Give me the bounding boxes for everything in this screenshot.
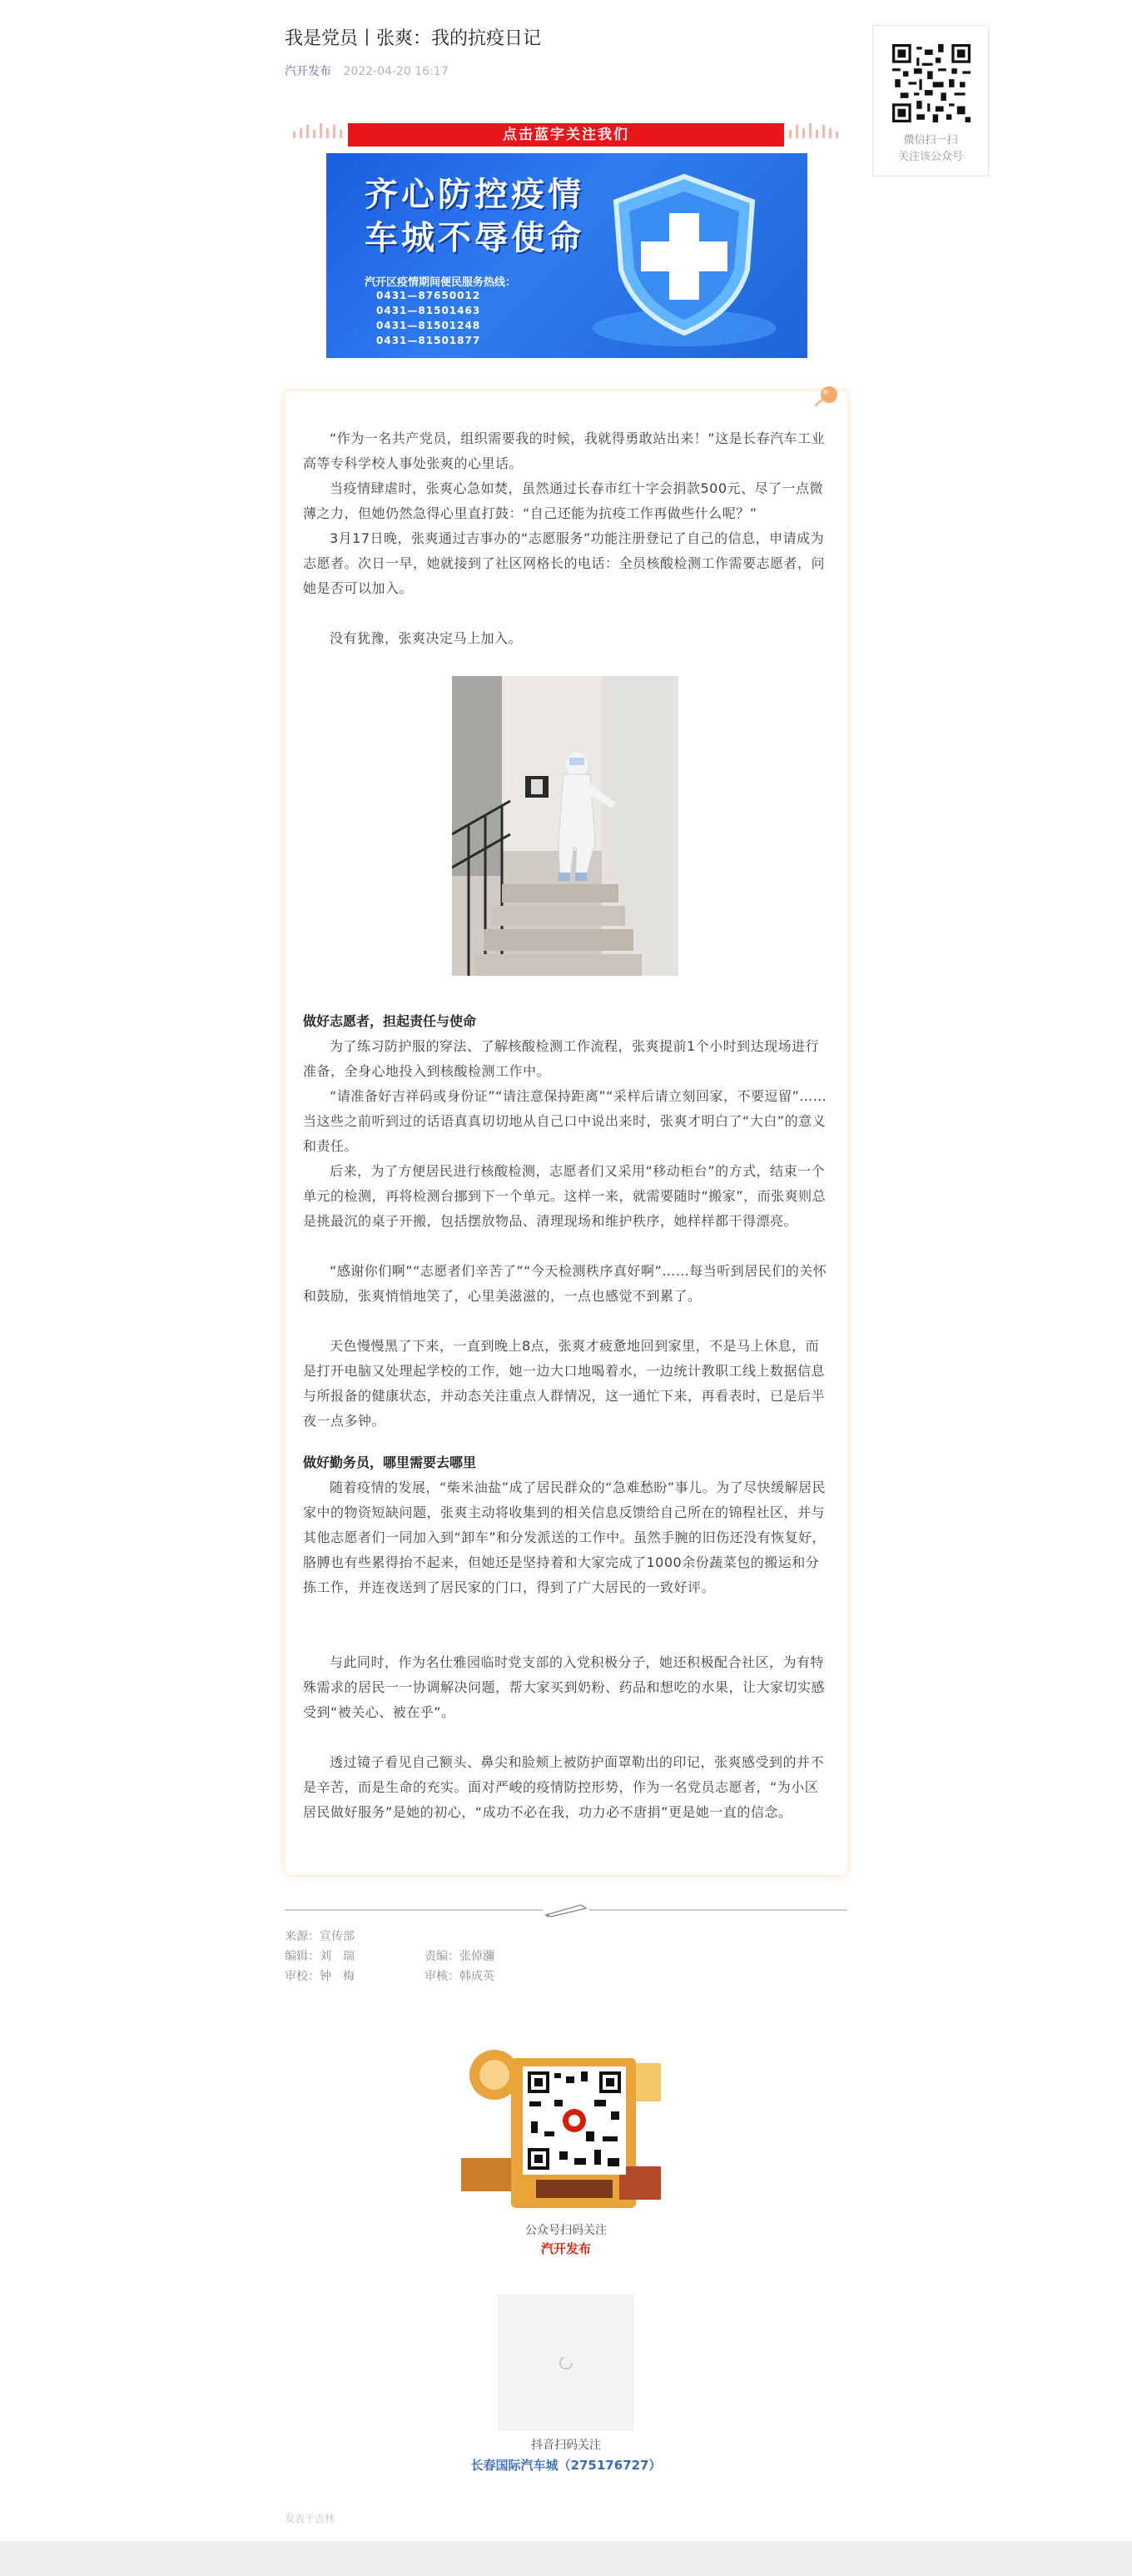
banner-hotline: 0431—87650012 [376, 290, 481, 301]
publish-location: 发表于吉林 [285, 2513, 335, 2524]
article-paragraph: 没有犹豫，张爽决定马上加入。 [330, 630, 523, 646]
decorative-dots-left-icon [285, 122, 355, 143]
credit-proofreader: 审校：钟 梅 [285, 1970, 355, 1983]
publish-date: 2022-04-20 16:17 [343, 65, 449, 78]
article-paragraph: 后来，为了方便居民进行核酸检测，志愿者们又采用“移动柜台”的方式，结束一个单元的检测，再将检测台挪到下一个单元。这样一来，就需要随时“搬家”，而张爽则总是挑最沉的桌子开搬，包括摆放物品、清理现场和维护秩序，她样样都干得漂亮。 [303, 1163, 827, 1229]
qr-caption-follow: 关注该公众号 [897, 151, 963, 163]
article-title: 我是党员丨张爽：我的抗疫日记 [285, 28, 542, 49]
wechat-scan-caption: 公众号扫码关注 [525, 2224, 607, 2237]
article-paragraph: “请准备好吉祥码或身份证”“请注意保持距离”“采样后请立刻回家，不要逗留”……当这些之前听到过的话语真真切切地从自己口中说出来时，张爽才明白了“大白”的意义和责任。 [303, 1088, 827, 1154]
article-paragraph: 随着疫情的发展，“柴米油盐”成了居民群众的“急难愁盼”事儿。为了尽快缓解居民家中的物资短缺问题，张爽主动将收集到的相关信息反馈给自己所在的锦程社区，并与其他志愿者们一同加入到“卸车”和分发派送的工作中。虽然手腕的旧伤还没有恢复好，胳膊也有些累得抬不起来，但她还是坚持着和大家完成了1000余份蔬菜包的搬运和分拣工作，并连夜送到了居民家的门口，得到了广大居民的一致好评。 [303, 1479, 827, 1595]
article-body-card [285, 391, 847, 1875]
banner-hotline: 0431—81501248 [376, 320, 481, 331]
article-paragraph: 天色慢慢黑了下来，一直到晚上8点，张爽才疲惫地回到家里，不是马上休息，而是打开电脑又处理起学校的工作，她一边大口地喝着水，一边统计教职工线上数据信息与所报备的健康状态，并动态关注重点人群情况，这一通忙下来，再看表时，已是后半夜一点多钟。 [303, 1338, 826, 1429]
wechat-follow-poster-icon [461, 2041, 671, 2216]
qr-caption-scan: 微信扫一扫 [903, 134, 958, 147]
epidemic-banner-image [326, 153, 807, 358]
bottom-toolbar-strip [0, 2541, 1132, 2576]
article-meta [285, 63, 449, 80]
volunteer-photo [452, 676, 678, 976]
follow-us-bar[interactable] [285, 113, 847, 150]
article-paragraph: 为了练习防护服的穿法、了解核酸检测工作流程，张爽提前1个小时到达现场进行准备，全身心地投入到核酸检测工作中。 [303, 1038, 820, 1079]
article-paragraph: “感谢你们啊”“志愿者们辛苦了”“今天检测秩序真好啊”……每当听到居民们的关怀和鼓励，张爽悄悄地笑了，心里美滋滋的，一点也感觉不到累了。 [303, 1263, 827, 1304]
wechat-qr-code-icon [892, 44, 971, 122]
credit-reviewer: 审核：韩成英 [424, 1970, 494, 1983]
credit-source: 来源：宣传部 [285, 1930, 355, 1943]
douyin-qr-placeholder [498, 2295, 634, 2431]
decorative-dots-right-icon [777, 122, 847, 143]
credit-chief-editor: 责编：张倬瀰 [424, 1950, 494, 1963]
banner-slogan-1: 齐心防控疫情 [365, 176, 584, 214]
credit-editor: 编辑：刘 瑞 [285, 1950, 355, 1963]
shield-cross-icon [576, 162, 792, 353]
wechat-account-name: 汽开发布 [540, 2241, 591, 2256]
banner-hotline-title: 汽开区疫情期间便民服务热线： [365, 276, 517, 289]
article-paragraph: 透过镜子看见自己额头、鼻尖和脸颊上被防护面罩勒出的印记，张爽感受到的并不是辛苦，而是生命的充实。面对严峻的疫情防控形势，作为一名党员志愿者，“为小区居民做好服务”是她的初心，“成功不必在我，功力必不唐捐”更是她一直的信念。 [303, 1754, 825, 1820]
account-name-link[interactable]: 汽开发布 [285, 65, 331, 78]
banner-hotline: 0431—81501877 [376, 335, 481, 346]
section-heading-service: 做好勤务员，哪里需要去哪里 [303, 1455, 477, 1470]
douyin-account-name: 长春国际汽车城（275176727） [470, 2458, 662, 2473]
article-paragraph: 与此同时，作为名仕雅园临时党支部的入党积极分子，她还积极配合社区，为有特殊需求的居民一一协调解决问题，帮大家买到奶粉、药品和想吃的水果，让大家切实感受到“被关心、被在乎”。 [303, 1654, 826, 1720]
article-paragraph: 当疫情肆虐时，张爽心急如焚，虽然通过长春市红十字会捐款500元、尽了一点微薄之力，但她仍然急得心里直打鼓：“自己还能为抗疫工作再做些什么呢？” [303, 480, 824, 521]
section-heading-volunteer: 做好志愿者，担起责任与使命 [303, 1013, 477, 1029]
banner-hotline: 0431—81501463 [376, 305, 481, 316]
follow-us-label[interactable]: 点击蓝字关注我们 [348, 123, 784, 147]
loading-spinner-icon [558, 2355, 574, 2371]
volunteer-stairs-illustration-icon [452, 676, 678, 976]
follow-qr-box [872, 25, 989, 177]
banner-slogan-2: 车城不辱使命 [365, 219, 584, 257]
pen-divider-icon [285, 1902, 847, 1918]
decorative-balloon-icon [814, 383, 842, 408]
article-paragraph: 3月17日晚，张爽通过吉事办的“志愿服务”功能注册登记了自己的信息，申请成为志愿者。次日一早，她就接到了社区网格长的电话：全员核酸检测工作需要志愿者，问她是否可以加入。 [303, 530, 826, 596]
article-paragraph: “作为一名共产党员，组织需要我的时候，我就得勇敢站出来！”这是长春汽车工业高等专科学校人事处张爽的心里话。 [303, 430, 826, 471]
douyin-scan-caption: 抖音扫码关注 [531, 2439, 601, 2452]
